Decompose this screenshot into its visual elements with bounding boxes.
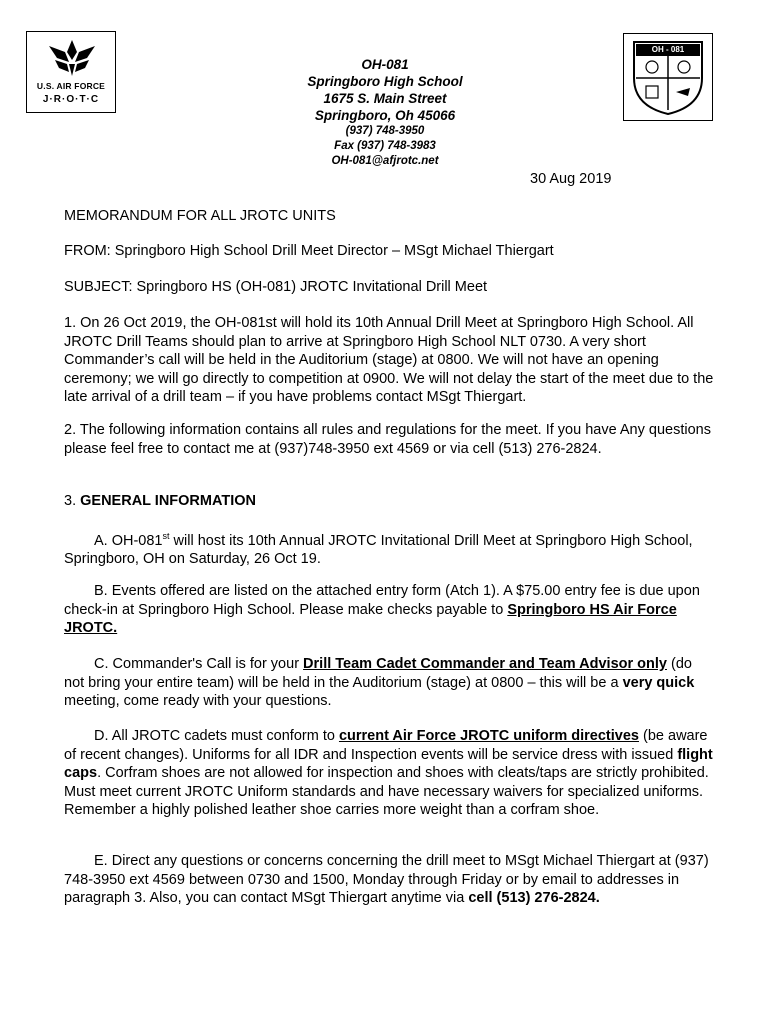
memo-for-line: MEMORANDUM FOR ALL JROTC UNITS <box>64 208 336 224</box>
item-d-bold: flight caps <box>64 746 713 781</box>
logo-text-usaf: U.S. AIR FORCE <box>36 81 106 91</box>
email-address: OH-081@afjrotc.net <box>331 155 439 167</box>
item-e-text: E. Direct any questions or concerns concerning the drill meet to MSgt Michael Thiergart at (937) 748-3950 ext 4569 between 0730 and 1500, Monday through Friday or by email to addresses in paragraph 3. Also, you can contact MSgt Thiergart anytime via <box>64 853 709 906</box>
item-c-text-mid: (do not bring your entire team) will be held in the Auditorium (stage) at 0800 – this will be a <box>64 656 692 691</box>
usaf-jrotc-logo <box>26 31 116 113</box>
item-b <box>64 582 714 638</box>
item-d-text-post: . Corfram shoes are not allowed for inspection and shoes with cleats/taps are strictly prohibited. Must meet current JROTC Uniform standards and have necessary waivers for specialized uniforms. Remember a highly polished leather shoe carries more weight than a corfram shoe. <box>64 765 709 818</box>
school-name: Springboro High School <box>307 74 463 89</box>
section-3-title: GENERAL INFORMATION <box>80 493 257 509</box>
item-e-cell: cell (513) 276-2824. <box>468 890 600 906</box>
subject-line: SUBJECT: Springboro HS (OH-081) JROTC Invitational Drill Meet <box>64 279 488 295</box>
street-address: 1675 S. Main Street <box>323 91 447 106</box>
logo-text-jrotc: J·R·O·T·C <box>42 94 100 105</box>
item-e <box>64 852 714 908</box>
item-c-text-pre: C. Commander's Call is for your <box>94 656 304 672</box>
item-a-text-post: will host its 10th Annual JROTC Invitational Drill Meet at Springboro High School, Springboro, OH on Saturday, 26 Oct 19. <box>64 532 693 568</box>
paragraph-1: 1. On 26 Oct 2019, the OH-081st will hold its 10th Annual Drill Meet at Springboro High School. All JROTC Drill Teams should plan to arrive at Springboro High School NLT 0730. A very short Commander’s call will be held in the Auditorium (stage) at 0800. We will not have an opening ceremony; we will go directly to competition at 0900. We will not delay the start of the meet due to the late arrival of a drill team – if you have problems contact MSgt Thiergart. <box>64 315 714 405</box>
item-a-superscript: st <box>162 531 170 541</box>
item-d <box>64 727 714 820</box>
item-c <box>64 655 714 711</box>
section-3-number: 3. <box>64 493 77 509</box>
item-d-text-pre: D. All JROTC cadets must conform to <box>94 728 339 744</box>
paragraph-2: 2. The following information contains all rules and regulations for the meet. If you have Any questions please feel free to contact me at (937)748-3950 ext 4569 or via cell (513) 276-2824. <box>64 422 711 457</box>
item-a-text-pre: A. OH-081 <box>94 532 163 549</box>
item-b-text: B. Events offered are listed on the attached entry form (Atch 1). A $75.00 entry fee is due upon check-in at Springboro High School. Please make checks payable to <box>64 583 700 618</box>
item-c-emphasis: Drill Team Cadet Commander and Team Advisor only <box>303 656 667 672</box>
unit-shield-logo <box>623 33 713 121</box>
air-force-wings-icon <box>47 38 97 78</box>
item-b-payee: Springboro HS Air Force JROTC. <box>64 601 677 636</box>
city-address: Springboro, Oh 45066 <box>314 108 456 123</box>
item-c-bold: very quick <box>622 674 695 691</box>
memo-date: 30 Aug 2019 <box>530 171 612 187</box>
unit-designation: OH-081 <box>361 57 409 72</box>
phone-number: (937) 748-3950 <box>345 125 425 137</box>
fax-number: Fax (937) 748-3983 <box>334 140 436 152</box>
from-line: FROM: Springboro High School Drill Meet Director – MSgt Michael Thiergart <box>64 243 554 259</box>
item-a <box>64 527 714 569</box>
item-c-text-post: meeting, come ready with your questions. <box>64 693 332 709</box>
shield-logo-text: OH - 081 <box>651 45 685 54</box>
item-d-emphasis: current Air Force JROTC uniform directives <box>338 728 639 744</box>
section-3-heading <box>64 492 714 511</box>
item-d-text-mid: (be aware of recent changes). Uniforms for all IDR and Inspection events will be service dress with issued <box>64 728 708 763</box>
